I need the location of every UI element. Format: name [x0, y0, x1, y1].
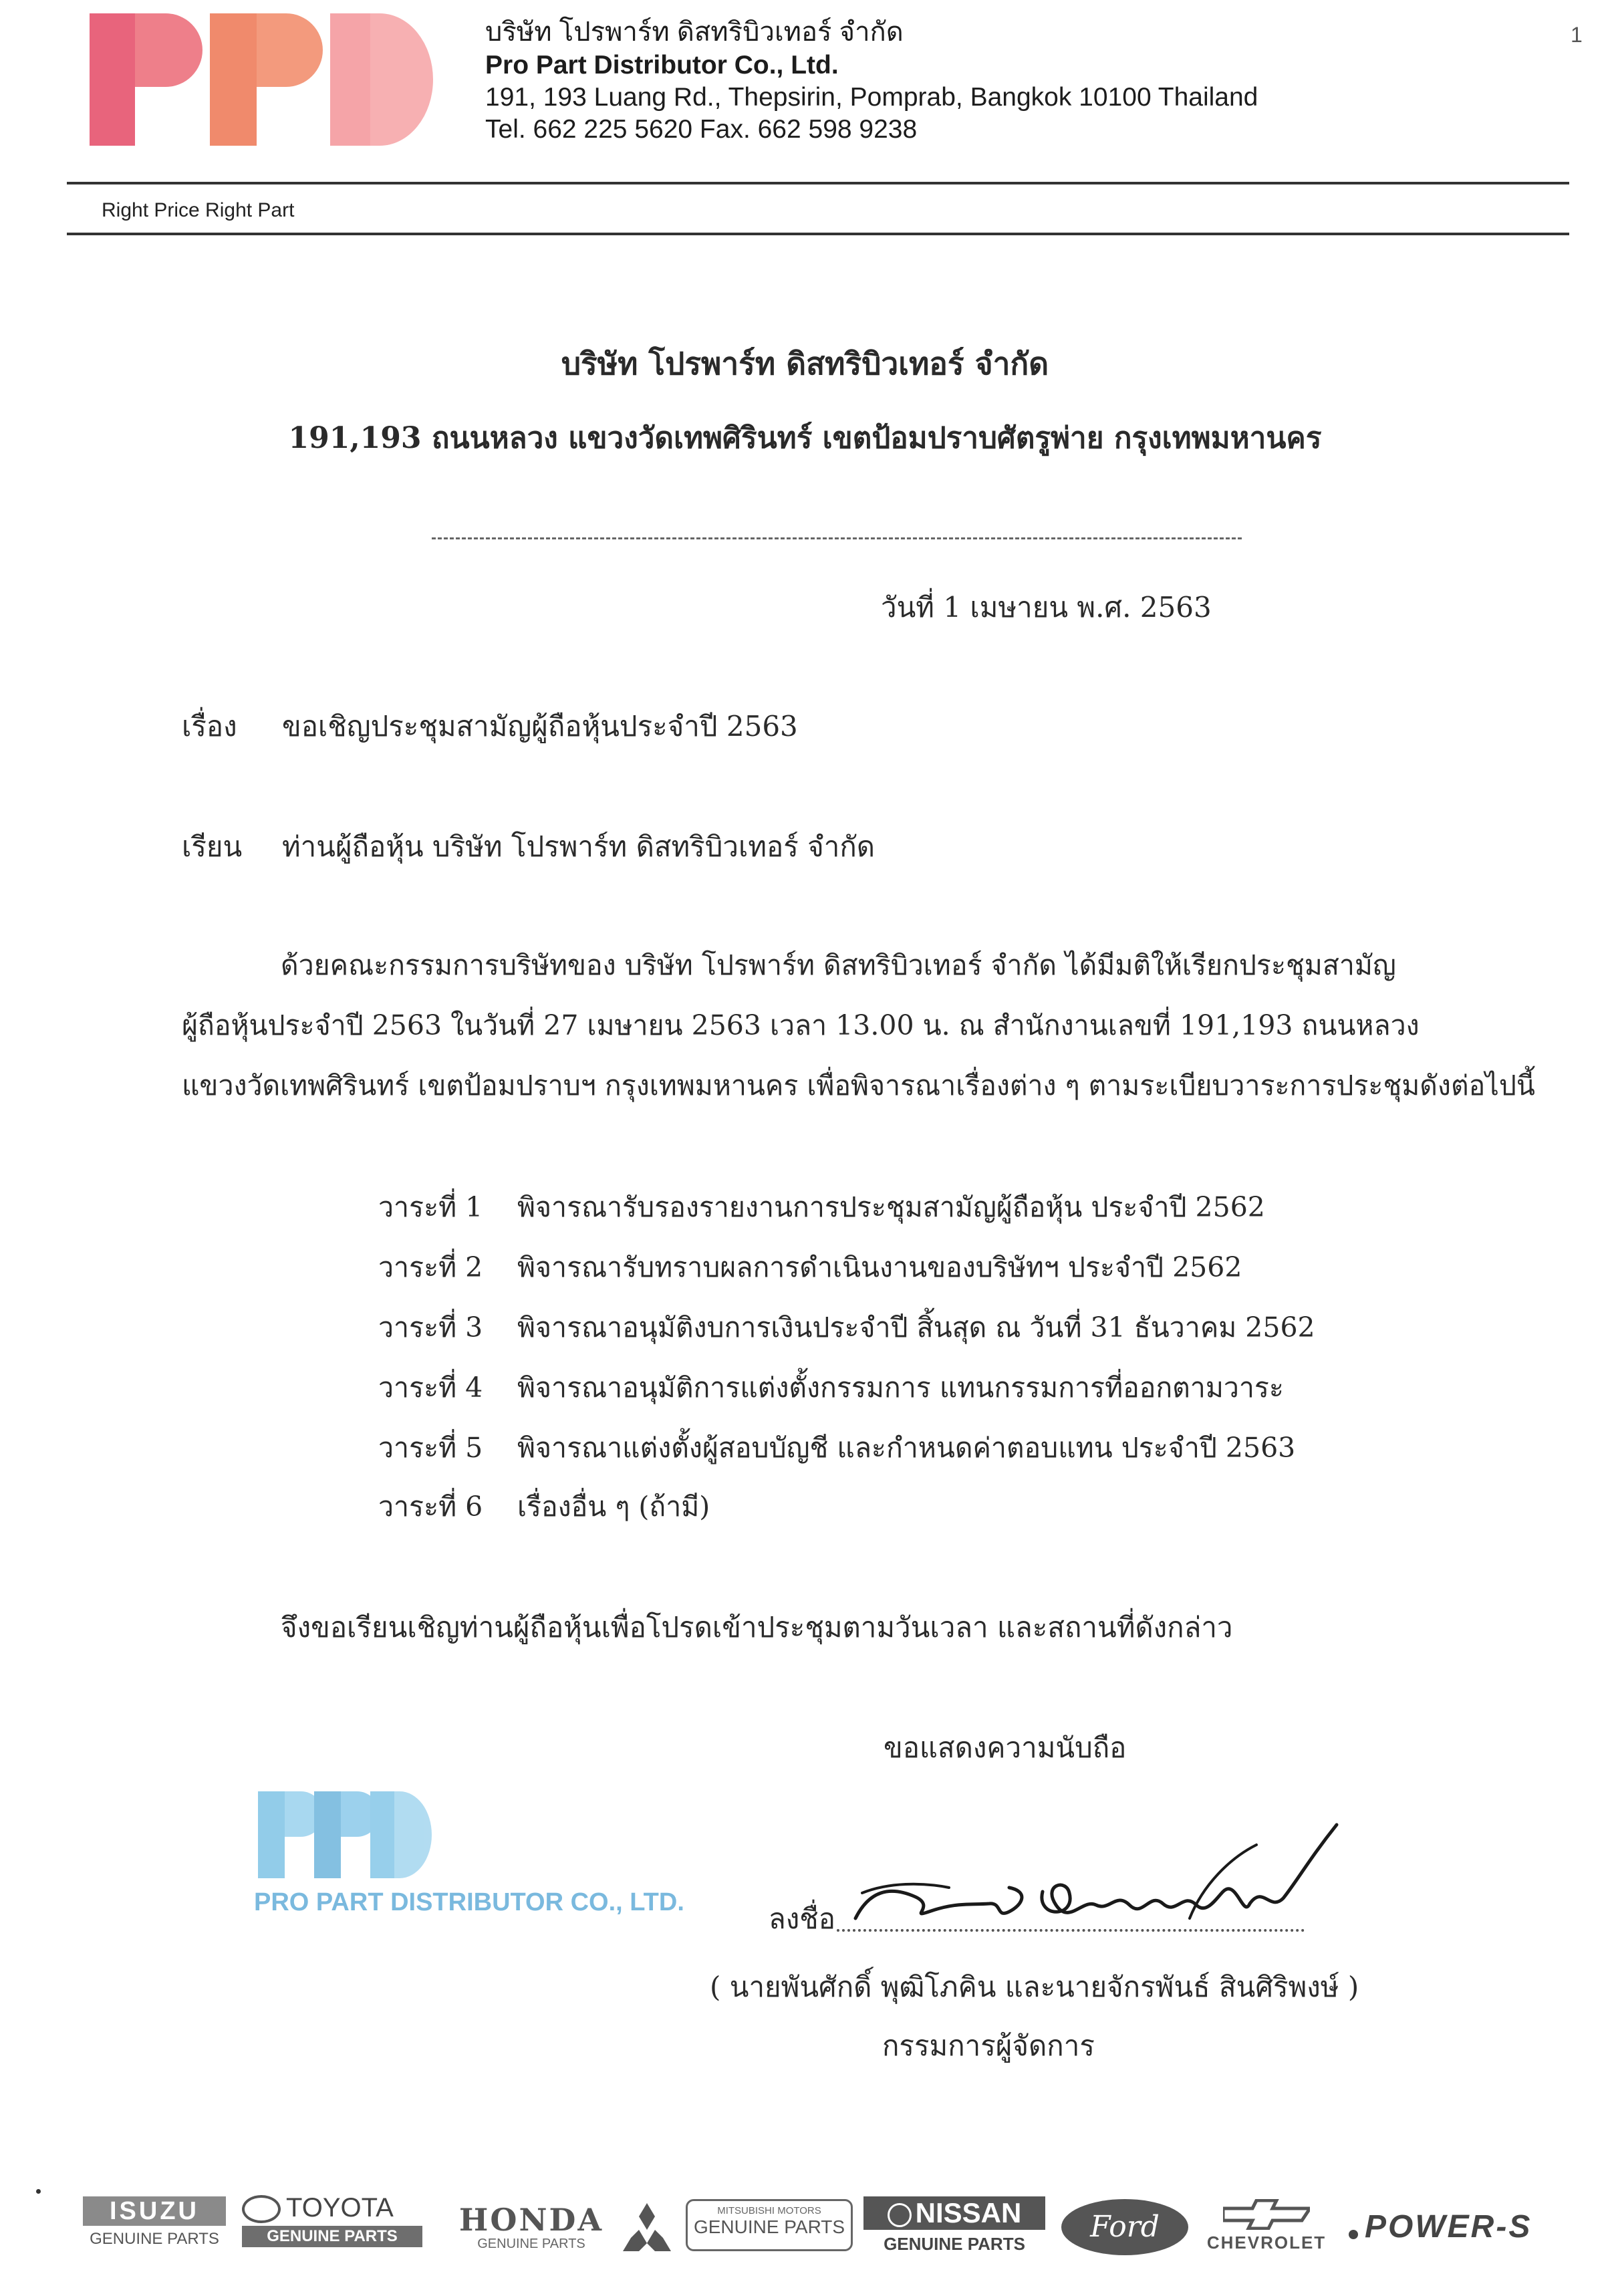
chevrolet-bowtie-icon	[1223, 2199, 1310, 2230]
toyota-logo	[242, 2192, 422, 2247]
letterhead-rule-bottom	[67, 233, 1569, 235]
nissan-name: NISSAN	[915, 2197, 1022, 2228]
agenda-item-text: พิจารณารับรองรายงานการประชุมสามัญผู้ถือหุ้น ประจำปี 2562	[517, 1191, 1265, 1223]
body-line-2: ผู้ถือหุ้นประจำปี 2563 ในวันที่ 27 เมษายน 2563 เวลา 13.00 น. ณ สำนักงานเลขที่ 191,193 ถนนหลวง	[182, 1009, 1420, 1041]
toyota-name: TOYOTA	[286, 2193, 394, 2222]
signer-title: กรรมการผู้จัดการ	[882, 2029, 1095, 2062]
agenda-item-number: วาระที่ 5	[378, 1432, 483, 1464]
mitsubishi-diamonds-icon	[622, 2203, 672, 2251]
ford-logo	[1061, 2199, 1188, 2255]
isuzu-genuine-parts: GENUINE PARTS	[90, 2230, 219, 2248]
stamp-logo-mark	[258, 1791, 432, 1878]
nissan-logo	[863, 2196, 1045, 2255]
document-company-heading: บริษัท โปรพาร์ท ดิสทริบิวเทอร์ จำกัด	[561, 346, 1049, 382]
ppd-logo	[86, 9, 433, 150]
letterhead-company-info	[485, 15, 1258, 146]
ppd-logo-letter-p2	[210, 13, 323, 146]
agenda-item-text: พิจารณารับทราบผลการดำเนินงานของบริษัทฯ ประจำปี 2562	[517, 1251, 1242, 1283]
toyota-emblem-icon	[242, 2195, 281, 2223]
dashed-divider	[432, 537, 1242, 539]
scan-dot	[36, 2189, 41, 2194]
document-date: วันที่ 1 เมษายน พ.ศ. 2563	[881, 591, 1212, 624]
signer-names: ( นายพันศักดิ์ พุฒิโภคิน และนายจักรพันธ์ สินศิริพงษ์ )	[710, 1970, 1359, 2003]
isuzu-name: ISUZU	[83, 2196, 226, 2226]
nissan-genuine-parts: GENUINE PARTS	[884, 2234, 1025, 2254]
body-line-3: แขวงวัดเทพศิรินทร์ เขตป้อมปราบฯ กรุงเทพมหานคร เพื่อพิจารณาเรื่องต่าง ๆ ตามระเบียบวาระการประชุมดังต่อไปนี้	[182, 1069, 1535, 1102]
invitation-text: จึงขอเรียนเชิญท่านผู้ถือหุ้นเพื่อโปรดเข้าประชุมตามวันเวลา และสถานที่ดังกล่าว	[281, 1611, 1233, 1644]
agenda-item-text: พิจารณาอนุมัติการแต่งตั้งกรรมการ แทนกรรมการที่ออกตามวาระ	[517, 1372, 1284, 1404]
stamp-text: PRO PART DISTRIBUTOR CO., LTD.	[254, 1888, 684, 1916]
honda-name: HONDA	[458, 2202, 604, 2238]
document-address-heading: 191,193 ถนนหลวง แขวงวัดเทพศิรินทร์ เขตป้อมปราบศัตรูพ่าย กรุงเทพมหานคร	[288, 421, 1322, 455]
power-s-logo	[1349, 2208, 1589, 2245]
nissan-emblem-icon	[888, 2203, 912, 2227]
letterhead-company-th: บริษัท โปรพาร์ท ดิสทริบิวเทอร์ จำกัด	[485, 17, 904, 47]
subject-text: ขอเชิญประชุมสามัญผู้ถือหุ้นประจำปี 2563	[282, 710, 798, 743]
subject-label: เรื่อง	[182, 710, 237, 743]
agenda-item-text: เรื่องอื่น ๆ (ถ้ามี)	[517, 1491, 710, 1523]
letterhead-tagline: Right Price Right Part	[102, 199, 295, 221]
power-s-dot-icon	[1349, 2230, 1358, 2239]
ppd-logo-letter-p1	[90, 13, 203, 146]
ford-name: Ford	[1090, 2210, 1160, 2244]
mitsubishi-genuine-parts-badge	[686, 2199, 853, 2251]
toyota-genuine-parts: GENUINE PARTS	[242, 2226, 422, 2247]
regards-text: ขอแสดงความนับถือ	[884, 1731, 1127, 1764]
power-s-name: POWER-S	[1365, 2209, 1532, 2245]
agenda-item-text: พิจารณาแต่งตั้งผู้สอบบัญชี และกำหนดค่าตอบแทน ประจำปี 2563	[517, 1432, 1296, 1464]
mitsubishi-motors-text: MITSUBISHI MOTORS	[717, 2205, 821, 2216]
recipient-text: ท่านผู้ถือหุ้น บริษัท โปรพาร์ท ดิสทริบิวเทอร์ จำกัด	[282, 830, 876, 863]
agenda-item-text: พิจารณาอนุมัติงบการเงินประจำปี สิ้นสุด ณ วันที่ 31 ธันวาคม 2562	[517, 1311, 1315, 1344]
body-line-1: ด้วยคณะกรรมการบริษัทของ บริษัท โปรพาร์ท ดิสทริบิวเทอร์ จำกัด ได้มีมติให้เรียกประชุมสามัญ	[281, 949, 1396, 981]
mitsubishi-genuine-parts: GENUINE PARTS	[693, 2216, 845, 2237]
chevrolet-name: CHEVROLET	[1206, 2233, 1327, 2253]
company-stamp	[254, 1778, 735, 1925]
agenda-item-number: วาระที่ 6	[378, 1491, 483, 1523]
letterhead-rule-top	[67, 182, 1569, 184]
letterhead-address: 191, 193 Luang Rd., Thepsirin, Pomprab, Bangkok 10100 Thailand	[485, 83, 1258, 112]
sign-label: ลงชื่อ	[769, 1902, 835, 1935]
honda-logo	[441, 2203, 622, 2252]
recipient-label: เรียน	[182, 830, 243, 863]
letterhead-tel-fax: Tel. 662 225 5620 Fax. 662 598 9238	[485, 115, 918, 144]
chevrolet-logo	[1203, 2199, 1330, 2253]
honda-genuine-parts: GENUINE PARTS	[477, 2237, 585, 2251]
isuzu-logo	[83, 2196, 226, 2249]
agenda-item-number: วาระที่ 2	[378, 1251, 483, 1283]
ppd-logo-letter-d	[330, 13, 433, 146]
letterhead-company-en: Pro Part Distributor Co., Ltd.	[485, 51, 839, 80]
agenda-item-number: วาระที่ 1	[378, 1191, 483, 1223]
agenda-item-number: วาระที่ 3	[378, 1311, 483, 1344]
agenda-item-number: วาระที่ 4	[378, 1372, 483, 1404]
handwritten-signature	[842, 1818, 1350, 1945]
page-number: 1	[1571, 23, 1583, 47]
